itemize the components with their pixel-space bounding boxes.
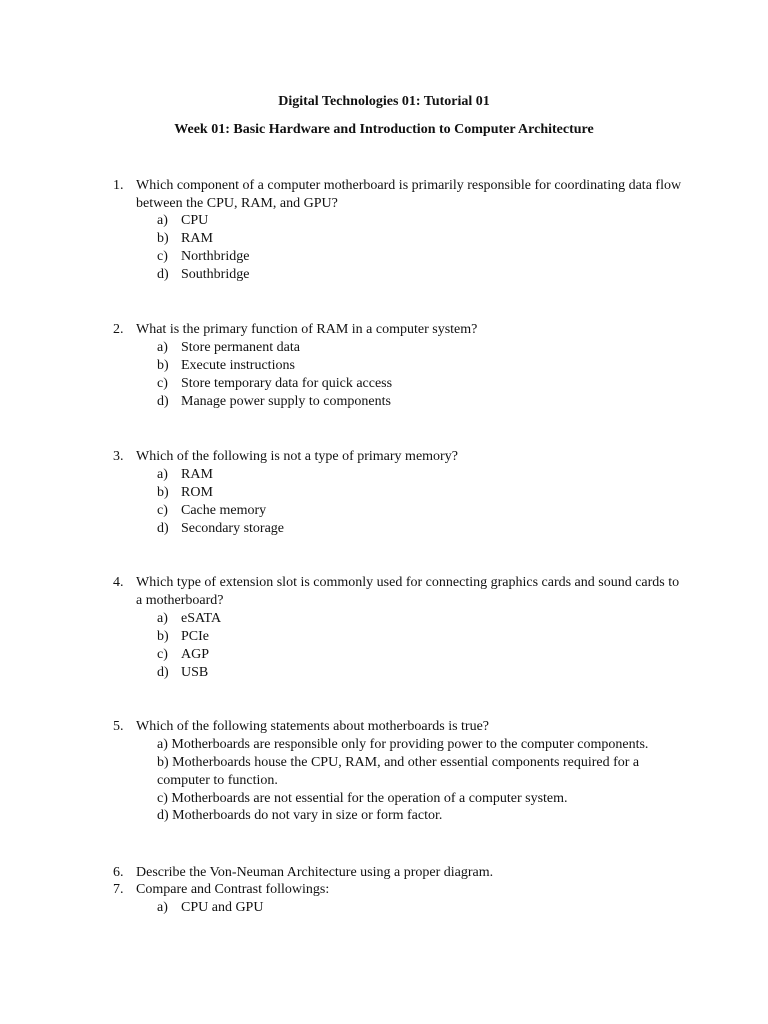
option-text: Northbridge	[181, 249, 250, 264]
option-text: RAM	[181, 231, 213, 246]
statement-c: c) Motherboards are not essential for the operation of a computer system.	[157, 791, 568, 806]
option-letter: b)	[157, 358, 169, 373]
option-letter: d)	[157, 267, 169, 282]
question-number: 2.	[113, 322, 124, 337]
question-number: 1.	[113, 178, 124, 193]
option-text: Cache memory	[181, 503, 267, 518]
option-letter: a)	[157, 900, 168, 915]
option-letter: b)	[157, 629, 169, 644]
option-letter: c)	[157, 249, 168, 264]
question-text: Which type of extension slot is commonly used for connecting graphics cards and sound cards to a motherboard?	[136, 575, 680, 608]
option-text: eSATA	[181, 611, 222, 626]
option-text: CPU and GPU	[181, 900, 264, 915]
option-text: AGP	[181, 647, 210, 662]
option-letter: d)	[157, 521, 169, 536]
option-letter: d)	[157, 394, 169, 409]
question-number: 7.	[113, 882, 124, 897]
option-text: Store permanent data	[181, 340, 300, 355]
option-text: RAM	[181, 467, 213, 482]
document-title: Digital Technologies 01: Tutorial 01	[278, 94, 490, 109]
question-text: Which component of a computer motherboard is primarily responsible for coordinating data flow between the CPU, RAM, and GPU?	[136, 178, 682, 211]
option-text: USB	[181, 665, 209, 680]
option-letter: a)	[157, 467, 168, 482]
option-text: Secondary storage	[181, 521, 285, 536]
document-subtitle: Week 01: Basic Hardware and Introduction to Computer Architecture	[174, 122, 594, 137]
option-letter: c)	[157, 503, 168, 518]
option-text: ROM	[181, 485, 213, 500]
option-text: Store temporary data for quick access	[181, 376, 393, 391]
option-letter: a)	[157, 340, 168, 355]
option-text: Execute instructions	[181, 358, 295, 373]
option-letter: d)	[157, 665, 169, 680]
statement-d: d) Motherboards do not vary in size or form factor.	[157, 808, 443, 823]
statement-a: a) Motherboards are responsible only for providing power to the computer components.	[157, 737, 649, 752]
question-text: What is the primary function of RAM in a computer system?	[136, 322, 478, 337]
option-letter: c)	[157, 647, 168, 662]
question-number: 4.	[113, 575, 124, 590]
option-letter: a)	[157, 213, 168, 228]
option-text: Southbridge	[181, 267, 250, 282]
statement-b: b) Motherboards house the CPU, RAM, and other essential components required for a computer to function.	[157, 755, 640, 788]
option-letter: b)	[157, 231, 169, 246]
option-text: CPU	[181, 213, 209, 228]
option-letter: b)	[157, 485, 169, 500]
question-number: 5.	[113, 719, 124, 734]
option-letter: c)	[157, 376, 168, 391]
option-text: Manage power supply to components	[181, 394, 391, 409]
question-text: Which of the following statements about motherboards is true?	[136, 719, 490, 734]
question-number: 3.	[113, 449, 124, 464]
question-number: 6.	[113, 865, 124, 880]
option-text: PCIe	[181, 629, 209, 644]
question-text: Compare and Contrast followings:	[136, 882, 330, 897]
question-text: Describe the Von-Neuman Architecture using a proper diagram.	[136, 865, 494, 880]
question-text: Which of the following is not a type of primary memory?	[136, 449, 458, 464]
option-letter: a)	[157, 611, 168, 626]
